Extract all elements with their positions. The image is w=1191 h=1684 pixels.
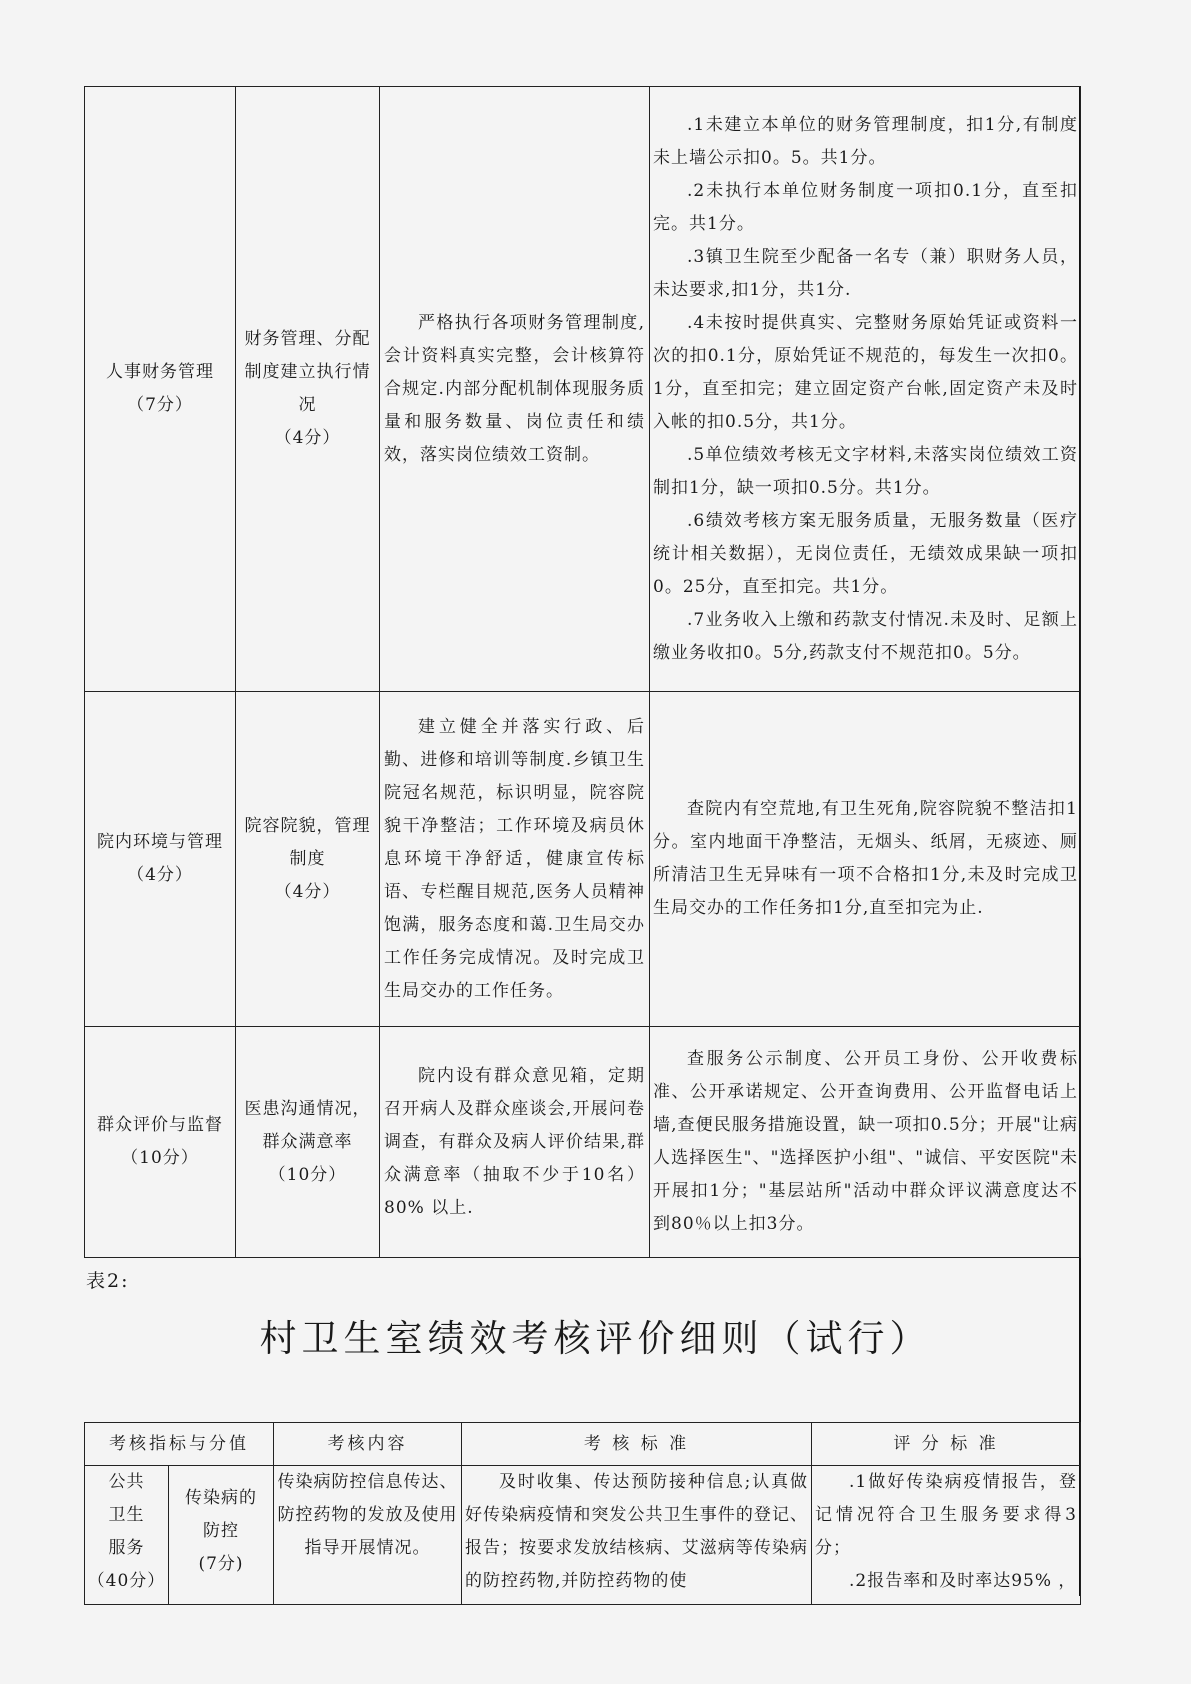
criteria-item: .7业务收入上缴和药款支付情况.未及时、足额上缴业务收扣0。5分,药款支付不规范扣0。5分。	[653, 609, 1078, 663]
category-score: （7分）	[127, 395, 193, 415]
content-text: 严格执行各项财务管理制度,会计资料真实完整，会计核算符合规定.内部分配机制体现服务质量和服务数量、岗位责任和绩效，落实岗位绩效工资制。	[384, 312, 645, 465]
table-header-row	[85, 1423, 1081, 1466]
content-text: 建立健全并落实行政、后勤、进修和培训等制度.乡镇卫生院冠名规范，标识明显，院容院貌干净整洁；工作环境及病员休息环境干净舒适，健康宣传标语、专栏醒目规范,医务人员精神饱满，服务态度和蔼.卫生局交办工作任务完成情况。及时完成卫生局交办的工作任务。	[384, 716, 645, 1001]
category-text: 公共	[108, 1472, 145, 1492]
category-name: 院内环境与管理	[97, 832, 223, 852]
item-name: 财务管理、分配制度建立执行情况	[244, 329, 371, 415]
criteria-cell	[650, 87, 1081, 692]
column-header: 评 分 标 准	[812, 1423, 1081, 1466]
subcategory-cell	[169, 1466, 274, 1605]
column-header: 考核内容	[274, 1423, 462, 1466]
scoring-cell	[812, 1466, 1081, 1605]
item-score: （4分）	[274, 428, 341, 448]
content-cell	[274, 1466, 462, 1605]
subcategory-text: 防控	[203, 1521, 239, 1541]
item-cell	[236, 1027, 380, 1258]
criteria-item: .1未建立本单位的财务管理制度，扣1分,有制度未上墙公示扣0。5。共1分。	[653, 114, 1078, 168]
category-text: 卫生	[108, 1505, 145, 1525]
content-cell	[380, 87, 650, 692]
content-cell	[380, 692, 650, 1027]
subcategory-text: 传染病的	[185, 1488, 257, 1508]
category-text: 服务	[108, 1538, 145, 1558]
item-cell	[236, 87, 380, 692]
item-cell	[236, 692, 380, 1027]
standard-cell	[462, 1466, 812, 1605]
criteria-item: .4未按时提供真实、完整财务原始凭证或资料一次的扣0.1分，原始凭证不规范的，每发生一次扣0。1分，直至扣完；建立固定资产台帐,固定资产未及时入帐的扣0.5分，共1分。	[653, 312, 1078, 432]
criteria-cell	[650, 692, 1081, 1027]
table-row	[85, 87, 1081, 692]
category-cell	[85, 87, 236, 692]
category-score: （4分）	[127, 865, 193, 885]
criteria-item: .3镇卫生院至少配备一名专（兼）职财务人员，未达要求,扣1分，共1分.	[653, 246, 1078, 300]
standard-text: 及时收集、传达预防接种信息;认真做好传染病疫情和突发公共卫生事件的登记、报告；按要求发放结核病、艾滋病等传染病的防控药物,并防控药物的使	[465, 1472, 808, 1591]
item-score: （10分）	[268, 1164, 347, 1185]
table-row	[85, 1466, 1081, 1605]
criteria-item: 查服务公示制度、公开员工身份、公开收费标准、公开承诺规定、公开查询费用、公开监督电话上墙,查便民服务措施设置，缺一项扣0.5分；开展"让病人选择医生"、"选择医护小组"、"诚信、平安医院"未开展扣1分；"基层站所"活动中群众评议满意度达不到80％以上扣3分。	[653, 1049, 1078, 1234]
category-cell	[85, 1027, 236, 1258]
column-header: 考核指标与分值	[85, 1423, 274, 1466]
item-name: 医患沟通情况，群众满意率	[244, 1098, 371, 1152]
table-label: 表2:	[86, 1270, 130, 1292]
criteria-item: .6绩效考核方案无服务质量，无服务数量（医疗统计相关数据），无岗位责任，无绩效成果缺一项扣0。25分，直至扣完。共1分。	[653, 510, 1078, 597]
subcategory-text: (7分)	[198, 1554, 244, 1574]
content-cell	[380, 1027, 650, 1258]
table-row	[85, 1027, 1081, 1258]
scoring-item: .1做好传染病疫情报告，登记情况符合卫生服务要求得3分；	[815, 1472, 1077, 1558]
assessment-table-1	[84, 86, 1081, 1258]
criteria-item: .2未执行本单位财务制度一项扣0.1分，直至扣完。共1分。	[653, 180, 1078, 234]
item-name: 院容院貌，管理制度	[244, 815, 371, 869]
category-cell	[85, 692, 236, 1027]
item-score: （4分）	[274, 881, 341, 902]
table-row	[85, 692, 1081, 1027]
criteria-item: 查院内有空荒地,有卫生死角,院容院貌不整洁扣1分。室内地面干净整洁，无烟头、纸屑，无痰迹、厕所清洁卫生无异味有一项不合格扣1分,未及时完成卫生局交办的工作任务扣1分,直至扣完为止.	[653, 799, 1078, 918]
criteria-cell	[650, 1027, 1081, 1258]
category-cell	[85, 1466, 169, 1605]
assessment-table-2	[84, 1422, 1081, 1605]
column-header: 考 核 标 准	[462, 1423, 812, 1466]
content-text: 院内设有群众意见箱，定期召开病人及群众座谈会,开展问卷调查，有群众及病人评价结果,群众满意率（抽取不少于10名）80% 以上.	[384, 1065, 645, 1218]
category-name: 人事财务管理	[106, 362, 214, 382]
content-text: 传染病防控信息传达、防控药物的发放及使用指导开展情况。	[277, 1472, 458, 1558]
criteria-item: .5单位绩效考核无文字材料,未落实岗位绩效工资制扣1分，缺一项扣0.5分。共1分。	[653, 444, 1078, 498]
category-name: 群众评价与监督	[97, 1115, 223, 1135]
category-score: （10分）	[121, 1148, 199, 1168]
scoring-item: .2报告率和及时率达95% ，	[849, 1571, 1077, 1591]
section-title: 村卫生室绩效考核评价细则（试行）	[259, 1317, 932, 1360]
category-text: （40分）	[87, 1571, 166, 1591]
